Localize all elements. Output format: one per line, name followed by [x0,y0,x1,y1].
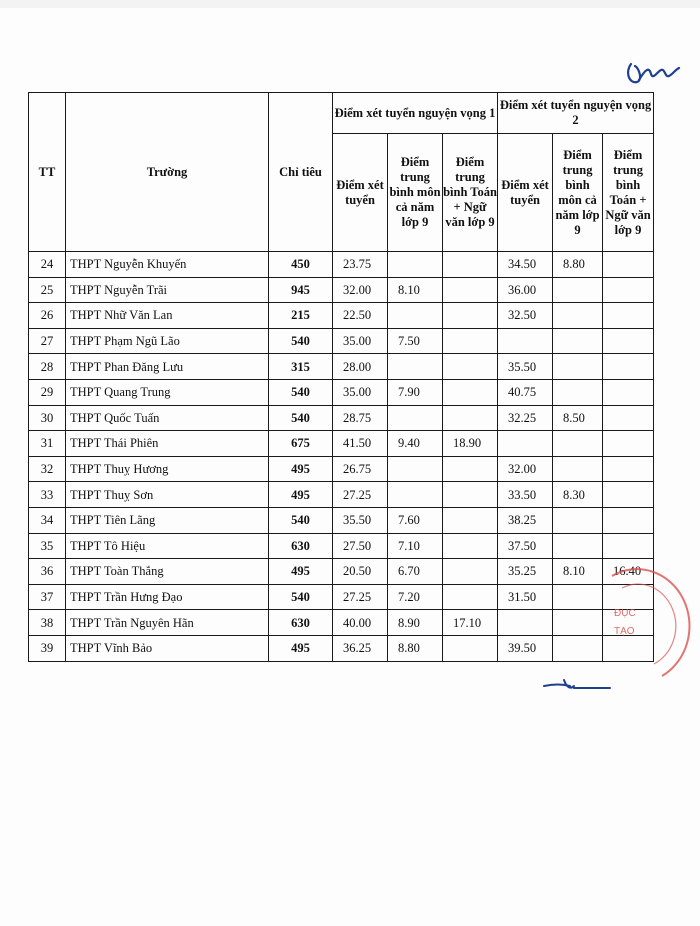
cell-quota: 540 [269,584,333,610]
cell-nv2-mathlit [603,328,654,354]
cell-school: THPT Thái Phiên [66,431,269,457]
cell-nv1-avg: 8.90 [388,610,443,636]
cell-nv2-avg [553,303,603,329]
cell-nv1-score: 22.50 [333,303,388,329]
cell-nv2-score: 32.00 [498,456,553,482]
cell-nv1-score: 35.00 [333,328,388,354]
cell-quota: 945 [269,277,333,303]
cell-school: THPT Phạm Ngũ Lão [66,328,269,354]
cell-nv1-avg: 7.90 [388,379,443,405]
table-row [29,354,654,380]
cell-school: THPT Toàn Thắng [66,559,269,585]
cell-nv2-avg [553,507,603,533]
cell-tt: 37 [29,584,66,610]
cell-nv1-mathlit [443,456,498,482]
cell-school: THPT Vĩnh Bảo [66,635,269,661]
table-row [29,584,654,610]
header-tt: TT [29,93,66,252]
cell-nv2-score: 36.00 [498,277,553,303]
cell-nv1-score: 27.25 [333,584,388,610]
table-row [29,431,654,457]
document-page [0,8,700,926]
cell-nv1-avg: 8.10 [388,277,443,303]
cell-nv1-avg [388,354,443,380]
cell-nv2-mathlit [603,482,654,508]
cell-tt: 38 [29,610,66,636]
cell-nv1-avg [388,252,443,278]
cell-nv2-mathlit [603,252,654,278]
cell-school: THPT Quang Trung [66,379,269,405]
cell-nv1-score: 41.50 [333,431,388,457]
table-row [29,610,654,636]
cell-nv1-avg [388,405,443,431]
cell-nv1-avg: 7.60 [388,507,443,533]
cell-tt: 33 [29,482,66,508]
cell-nv1-mathlit [443,354,498,380]
cell-nv2-score: 32.25 [498,405,553,431]
table-row [29,456,654,482]
cell-nv1-avg [388,456,443,482]
header-school: Trường [66,93,269,252]
cell-tt: 39 [29,635,66,661]
cell-tt: 28 [29,354,66,380]
cell-nv1-avg [388,482,443,508]
header-group-nv1: Điểm xét tuyển nguyện vọng 1 [333,93,498,134]
cell-nv2-score: 31.50 [498,584,553,610]
cell-tt: 31 [29,431,66,457]
table-row [29,277,654,303]
cell-nv1-score: 27.25 [333,482,388,508]
cell-nv1-mathlit [443,635,498,661]
cell-quota: 495 [269,456,333,482]
cell-nv2-avg [553,328,603,354]
cell-nv1-avg: 7.50 [388,328,443,354]
cell-nv2-mathlit [603,354,654,380]
cell-nv1-score: 28.75 [333,405,388,431]
cell-nv2-score: 39.50 [498,635,553,661]
cell-tt: 30 [29,405,66,431]
cell-nv1-mathlit [443,533,498,559]
cell-nv1-score: 36.25 [333,635,388,661]
cell-nv2-score: 40.75 [498,379,553,405]
cell-quota: 495 [269,635,333,661]
cell-nv2-avg [553,277,603,303]
cell-quota: 315 [269,354,333,380]
cell-nv2-avg [553,354,603,380]
cell-nv1-score: 32.00 [333,277,388,303]
cell-nv2-score: 37.50 [498,533,553,559]
table-row [29,635,654,661]
cell-nv2-avg [553,431,603,457]
cell-nv1-mathlit [443,482,498,508]
table-row [29,252,654,278]
cell-nv2-avg: 8.80 [553,252,603,278]
header-nv1-score: Điểm xét tuyển [333,134,388,252]
cell-quota: 450 [269,252,333,278]
cell-quota: 215 [269,303,333,329]
cell-nv1-avg: 9.40 [388,431,443,457]
table-row [29,507,654,533]
cell-quota: 495 [269,559,333,585]
cell-nv1-score: 35.00 [333,379,388,405]
cell-nv2-score: 34.50 [498,252,553,278]
table-row [29,482,654,508]
cell-tt: 34 [29,507,66,533]
signature-initial-top [623,54,683,92]
cell-nv2-avg: 8.30 [553,482,603,508]
cell-nv1-mathlit [443,277,498,303]
cell-nv1-mathlit [443,507,498,533]
cell-nv1-avg: 7.10 [388,533,443,559]
cell-tt: 36 [29,559,66,585]
cell-nv1-avg: 7.20 [388,584,443,610]
cell-nv1-score: 26.75 [333,456,388,482]
header-nv1-mathlit: Điểm trung bình Toán + Ngữ văn lớp 9 [443,134,498,252]
cell-nv1-mathlit [443,559,498,585]
header-nv2-score: Điểm xét tuyển [498,134,553,252]
cell-nv2-mathlit [603,431,654,457]
cell-tt: 32 [29,456,66,482]
cell-nv1-mathlit [443,252,498,278]
cell-school: THPT Thuỵ Sơn [66,482,269,508]
cell-nv1-mathlit [443,405,498,431]
cell-school: THPT Nhữ Văn Lan [66,303,269,329]
stamp-text-1: ĐỤC [614,608,636,619]
cell-nv1-mathlit [443,379,498,405]
cell-nv1-score: 27.50 [333,533,388,559]
cell-nv2-mathlit [603,533,654,559]
cell-quota: 630 [269,610,333,636]
cell-nv2-avg: 8.10 [553,559,603,585]
cell-school: THPT Quốc Tuấn [66,405,269,431]
cell-nv1-score: 40.00 [333,610,388,636]
cell-nv1-mathlit: 17.10 [443,610,498,636]
cell-school: THPT Phan Đăng Lưu [66,354,269,380]
cell-school: THPT Nguyễn Khuyến [66,252,269,278]
cell-nv2-mathlit [603,507,654,533]
cell-quota: 540 [269,328,333,354]
cell-nv2-mathlit [603,277,654,303]
cell-nv1-mathlit [443,328,498,354]
header-quota: Chỉ tiêu [269,93,333,252]
cell-nv2-mathlit [603,303,654,329]
header-nv2-avg: Điểm trung bình môn cả năm lớp 9 [553,134,603,252]
cell-nv2-avg: 8.50 [553,405,603,431]
cell-nv2-avg [553,379,603,405]
cell-nv2-score: 38.25 [498,507,553,533]
cell-nv1-mathlit: 18.90 [443,431,498,457]
table-row [29,379,654,405]
table-row [29,559,654,585]
cell-school: THPT Tiên Lãng [66,507,269,533]
header-group-nv2: Điểm xét tuyển nguyện vọng 2 [498,93,654,134]
table-row [29,533,654,559]
cell-nv2-mathlit: 16.40 [603,559,654,585]
cell-nv2-mathlit [603,405,654,431]
cell-nv1-avg: 6.70 [388,559,443,585]
cell-nv2-score [498,610,553,636]
cell-nv1-mathlit [443,303,498,329]
cell-tt: 24 [29,252,66,278]
cell-nv2-score: 35.25 [498,559,553,585]
cell-tt: 26 [29,303,66,329]
cell-school: THPT Nguyễn Trãi [66,277,269,303]
table-row [29,328,654,354]
cell-nv1-score: 35.50 [333,507,388,533]
table-row [29,303,654,329]
cell-quota: 540 [269,507,333,533]
cell-nv2-avg [553,456,603,482]
cell-quota: 540 [269,379,333,405]
stamp-text-2: TẠO [614,626,635,637]
cell-school: THPT Trần Hưng Đạo [66,584,269,610]
cell-nv2-score [498,431,553,457]
cell-nv1-score: 28.00 [333,354,388,380]
signature-initial-bottom [540,676,612,696]
cell-quota: 630 [269,533,333,559]
cell-nv1-score: 23.75 [333,252,388,278]
cell-nv2-score: 32.50 [498,303,553,329]
cell-nv1-avg: 8.80 [388,635,443,661]
cell-tt: 25 [29,277,66,303]
cell-nv2-avg [553,533,603,559]
cell-quota: 675 [269,431,333,457]
cell-tt: 27 [29,328,66,354]
cell-school: THPT Trần Nguyên Hãn [66,610,269,636]
cell-nv1-avg [388,303,443,329]
cell-tt: 35 [29,533,66,559]
table-row [29,405,654,431]
cell-quota: 495 [269,482,333,508]
cell-nv2-mathlit [603,379,654,405]
cell-nv1-mathlit [443,584,498,610]
header-nv2-mathlit: Điểm trung bình Toán + Ngữ văn lớp 9 [603,134,654,252]
cell-tt: 29 [29,379,66,405]
cell-nv1-score: 20.50 [333,559,388,585]
admission-scores-table [28,92,654,662]
cell-nv2-mathlit [603,456,654,482]
header-nv1-avg: Điểm trung bình môn cả năm lớp 9 [388,134,443,252]
official-stamp [592,566,692,686]
cell-quota: 540 [269,405,333,431]
cell-nv2-score: 33.50 [498,482,553,508]
cell-school: THPT Tô Hiệu [66,533,269,559]
cell-nv2-score [498,328,553,354]
cell-school: THPT Thuỵ Hương [66,456,269,482]
cell-nv2-score: 35.50 [498,354,553,380]
